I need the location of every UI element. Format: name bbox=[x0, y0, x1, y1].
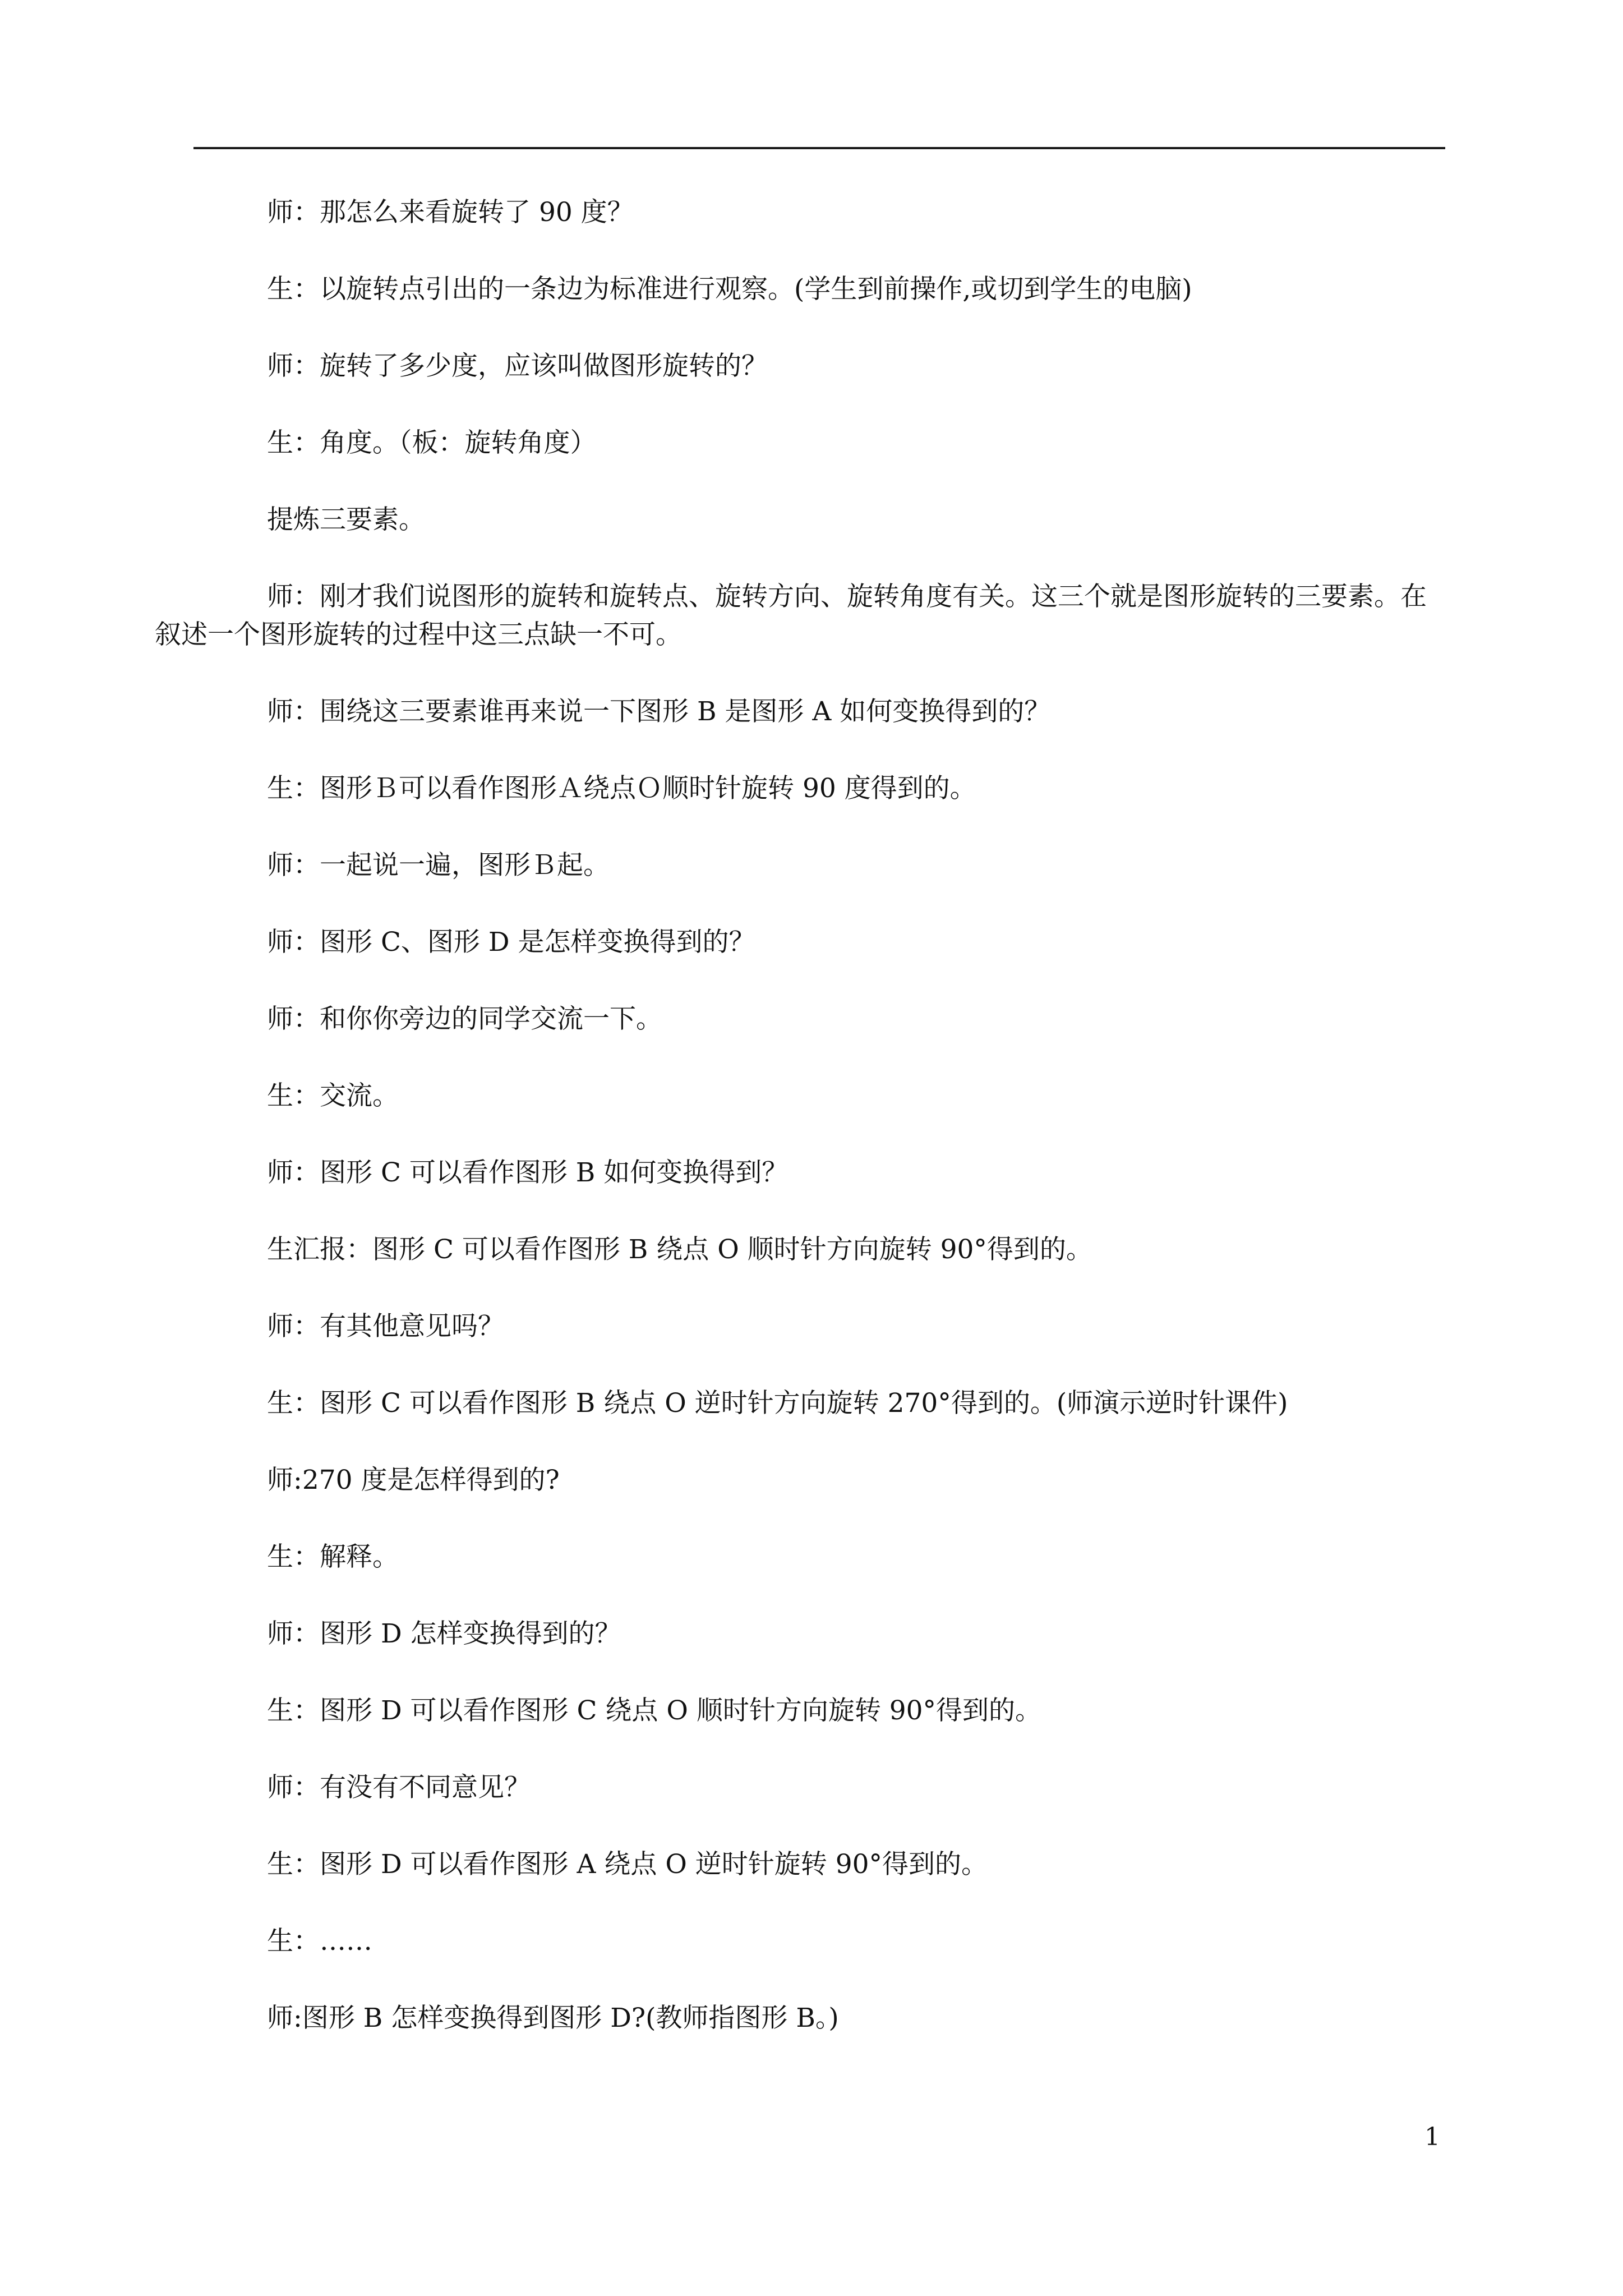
paragraph: 生：图形 D 可以看作图形 C 绕点 O 顺时针方向旋转 90°得到的。 bbox=[267, 1695, 1042, 1726]
paragraph: 师：图形 C 可以看作图形 B 如何变换得到？ bbox=[267, 1157, 789, 1188]
paragraph: 师：旋转了多少度，应该叫做图形旋转的？ bbox=[267, 351, 768, 381]
paragraph: 师：那怎么来看旋转了 90 度？ bbox=[267, 197, 634, 228]
paragraph: 师：图形 C、图形 D 是怎样变换得到的？ bbox=[267, 927, 755, 958]
paragraph: 师：刚才我们说图形的旋转和旋转点、旋转方向、旋转角度有关。这三个就是图形旋转的三要素。在叙述一个图形旋转的过程中这三点缺一不可。 bbox=[155, 581, 1427, 650]
header-rule bbox=[193, 147, 1445, 149]
paragraph: 生汇报：图形 C 可以看作图形 B 绕点 O 顺时针方向旋转 90°得到的。 bbox=[267, 1234, 1092, 1265]
paragraph: 师：围绕这三要素谁再来说一下图形 B 是图形 A 如何变换得到的？ bbox=[267, 696, 1051, 727]
document-body bbox=[155, 194, 1428, 2076]
paragraph: 师：有没有不同意见？ bbox=[267, 1772, 531, 1803]
paragraph: 生：…… bbox=[267, 1926, 372, 1957]
paragraph: 生：图形 C 可以看作图形 B 绕点 O 逆时针方向旋转 270°得到的。(师演示逆时针课件) bbox=[267, 1388, 1288, 1419]
paragraph: 师：图形 D 怎样变换得到的？ bbox=[267, 1618, 621, 1649]
paragraph: 生：图形 D 可以看作图形 A 绕点 O 逆时针旋转 90°得到的。 bbox=[267, 1849, 988, 1880]
paragraph: 生：解释。 bbox=[267, 1542, 399, 1572]
paragraph: 生：图形Ｂ可以看作图形Ａ绕点Ｏ顺时针旋转 90 度得到的。 bbox=[267, 773, 976, 804]
page-number: 1 bbox=[1424, 2123, 1440, 2151]
paragraph: 生：角度。（板：旋转角度） bbox=[267, 427, 597, 458]
paragraph: 生：以旋转点引出的一条边为标准进行观察。(学生到前操作,或切到学生的电脑) bbox=[267, 274, 1192, 305]
paragraph: 师：一起说一遍，图形Ｂ起。 bbox=[267, 850, 610, 881]
paragraph: 生：交流。 bbox=[267, 1080, 399, 1111]
paragraph: 师：有其他意见吗？ bbox=[267, 1311, 504, 1342]
paragraph: 提炼三要素。 bbox=[267, 504, 425, 535]
paragraph: 师:270 度是怎样得到的? bbox=[267, 1465, 560, 1496]
paragraph: 师:图形 B 怎样变换得到图形 D?(教师指图形 B。) bbox=[267, 2003, 839, 2033]
paragraph: 师：和你你旁边的同学交流一下。 bbox=[267, 1004, 662, 1034]
